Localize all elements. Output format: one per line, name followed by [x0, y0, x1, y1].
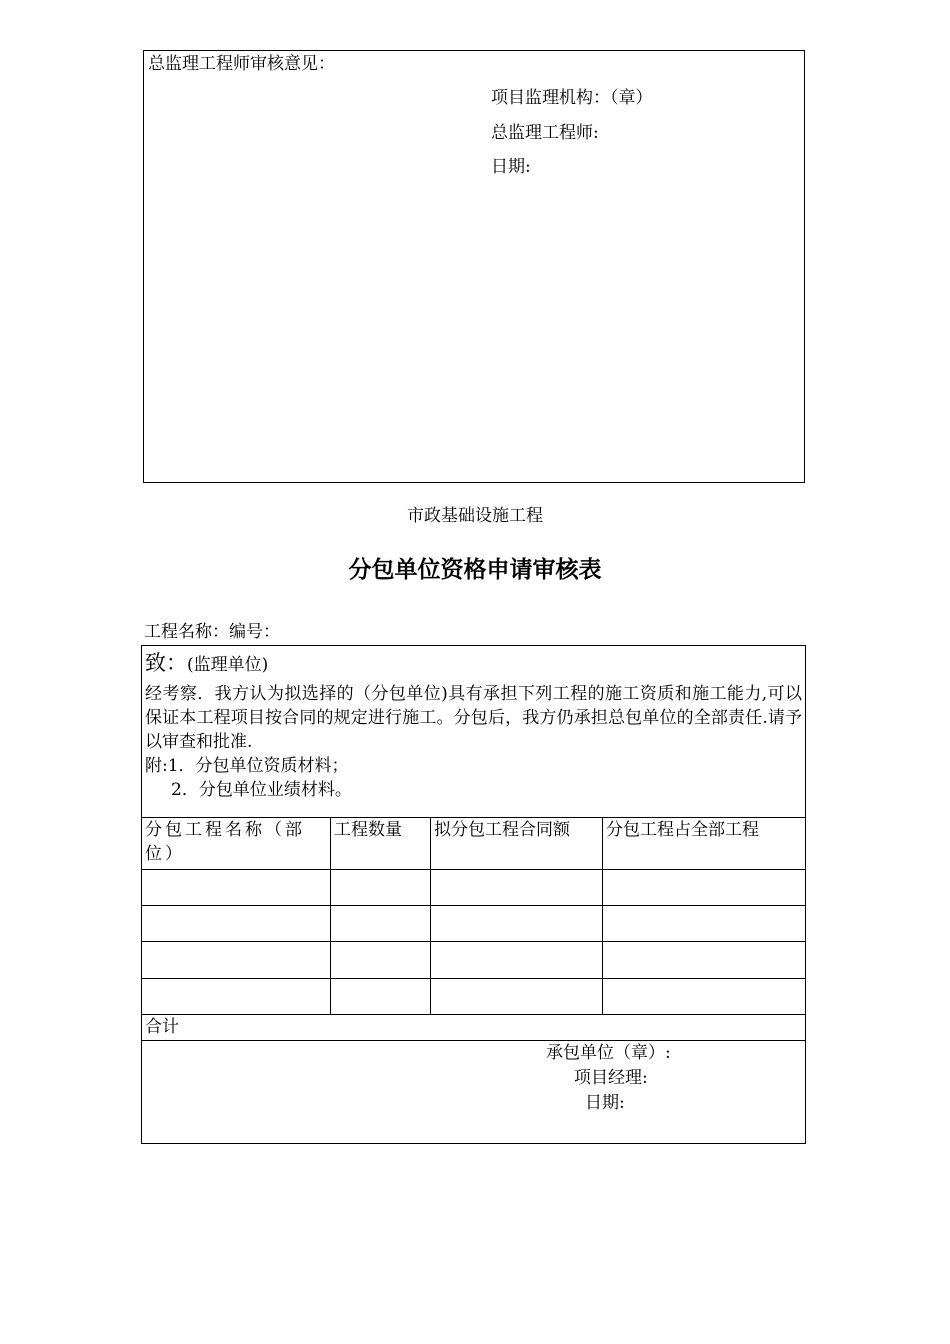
table-cell[interactable] — [603, 979, 806, 1015]
review-heading: 总监理工程师审核意见： — [148, 54, 335, 74]
document-title: 分包单位资格申请审核表 — [348, 557, 602, 583]
table-row — [142, 979, 806, 1015]
column-header-work-name: 分包工程名称（部位） — [142, 818, 331, 870]
application-body-text: 经考察．我方认为拟选择的（分包单位)具有承担下列工程的施工资质和施工能力,可以保证本工程项目按合同的规定进行施工。分包后，我方仍承担总包单位的全部责任.请予以审查和批准. — [145, 684, 803, 752]
table-cell[interactable] — [603, 906, 806, 942]
chief-engineer-review-box — [143, 50, 805, 483]
project-name-number-line: 工程名称：编号： — [144, 622, 280, 642]
subcontractor-application-form — [141, 645, 806, 1144]
table-row — [142, 870, 806, 906]
signature-row — [142, 1041, 806, 1144]
total-row — [142, 1015, 806, 1041]
project-manager-line: 项目经理: — [574, 1068, 648, 1088]
table-cell[interactable] — [142, 942, 331, 979]
contractor-signature-cell — [142, 1041, 806, 1144]
contractor-seal-line: 承包单位（章）: — [546, 1043, 671, 1063]
table-header-row — [142, 818, 806, 870]
table-cell[interactable] — [142, 870, 331, 906]
review-date-line: 日期: — [491, 157, 531, 177]
chief-engineer-sign-line: 总监理工程师: — [491, 123, 599, 143]
to-target: (监理单位) — [187, 655, 269, 675]
column-header-contract-amount: 拟分包工程合同额 — [431, 818, 603, 870]
table-cell[interactable] — [603, 870, 806, 906]
column-header-quantity: 工程数量 — [331, 818, 431, 870]
table-cell[interactable] — [431, 942, 603, 979]
table-row — [142, 942, 806, 979]
table-cell[interactable] — [431, 979, 603, 1015]
table-cell[interactable] — [331, 906, 431, 942]
attachment-item-2: 2．分包单位业绩材料。 — [171, 780, 352, 800]
table-row — [142, 906, 806, 942]
table-cell[interactable] — [142, 979, 331, 1015]
signature-date-line: 日期: — [585, 1093, 625, 1113]
table-cell[interactable] — [331, 870, 431, 906]
table-cell[interactable] — [431, 870, 603, 906]
table-cell[interactable] — [142, 906, 331, 942]
document-subtitle: 市政基础设施工程 — [407, 506, 543, 526]
table-cell[interactable] — [603, 942, 806, 979]
addressee-line — [145, 646, 802, 682]
table-cell[interactable] — [331, 979, 431, 1015]
attachment-item-1: 附:1．分包单位资质材料； — [145, 756, 349, 776]
table-cell[interactable] — [431, 906, 603, 942]
table-cell[interactable] — [331, 942, 431, 979]
to-prefix: 致： — [145, 651, 187, 675]
total-label: 合计 — [142, 1015, 806, 1041]
supervision-org-seal-line: 项目监理机构：（章） — [491, 88, 653, 108]
column-header-percentage: 分包工程占全部工程 — [603, 818, 806, 870]
application-statement-cell — [142, 646, 806, 818]
